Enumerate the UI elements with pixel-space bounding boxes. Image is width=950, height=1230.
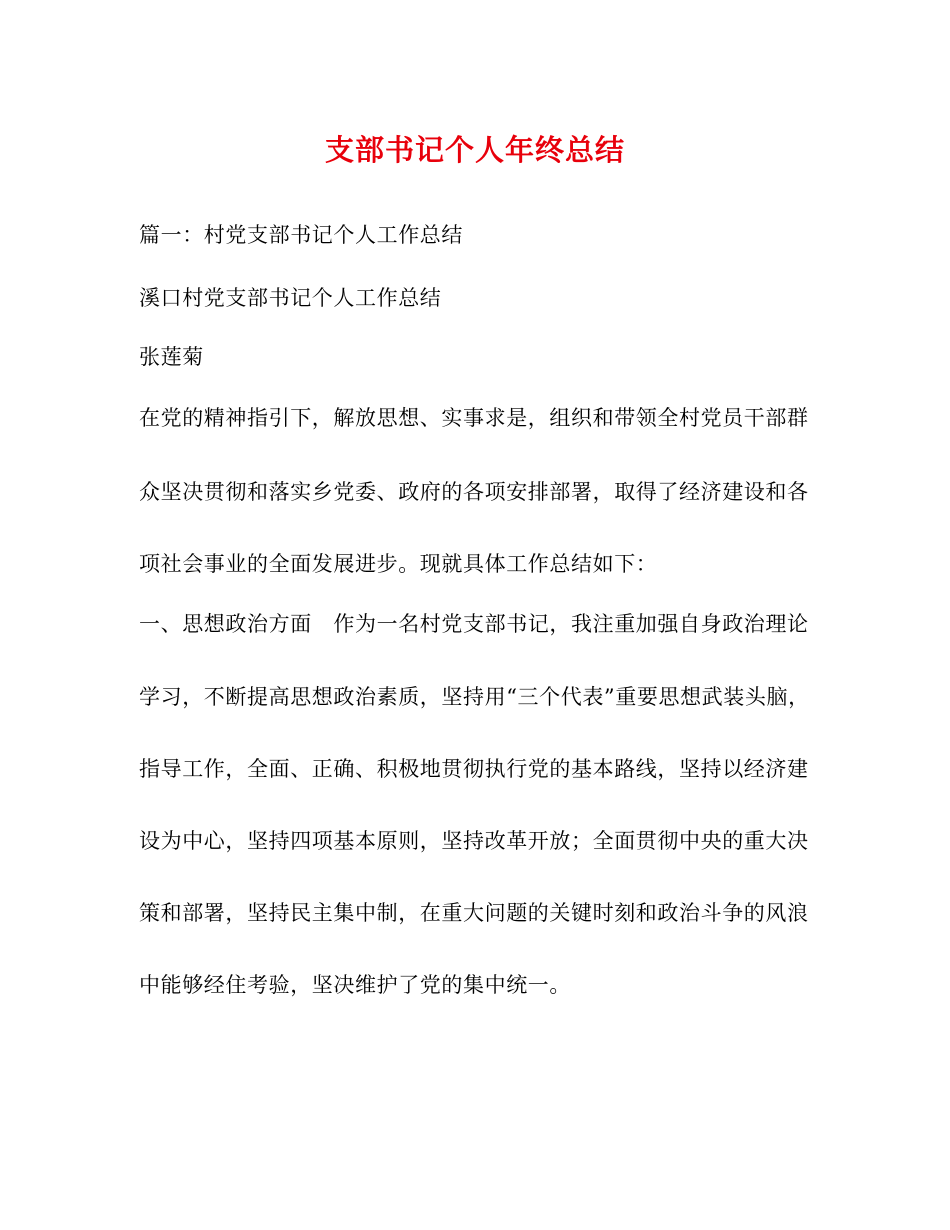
body-text-line: 策和部署，坚持民主集中制，在重大问题的关键时刻和政治斗争的风浪 <box>139 901 809 925</box>
body-text-line: 项社会事业的全面发展进步。现就具体工作总结如下： <box>139 552 658 576</box>
author-name: 张莲菊 <box>139 345 204 369</box>
body-text-line: 学习，不断提高思想政治素质，坚持用“三个代表”重要思想武装头脑， <box>139 685 810 709</box>
section-heading-line: 一、思想政治方面 作为一名村党支部书记，我注重加强自身政治理论 <box>139 612 809 636</box>
body-text-line: 众坚决贯彻和落实乡党委、政府的各项安排部署，取得了经济建设和各 <box>139 480 809 504</box>
article-heading: 溪口村党支部书记个人工作总结 <box>139 286 442 310</box>
body-text-line: 中能够经住考验，坚决维护了党的集中统一。 <box>139 973 571 997</box>
chapter-heading: 篇一：村党支部书记个人工作总结 <box>139 223 463 247</box>
body-text-line: 在党的精神指引下，解放思想、实事求是，组织和带领全村党员干部群 <box>139 406 809 430</box>
document-title: 支部书记个人年终总结 <box>324 133 625 167</box>
body-text-line: 设为中心，坚持四项基本原则，坚持改革开放；全面贯彻中央的重大决 <box>139 829 809 853</box>
body-text-line: 指导工作，全面、正确、积极地贯彻执行党的基本路线，坚持以经济建 <box>139 757 809 781</box>
